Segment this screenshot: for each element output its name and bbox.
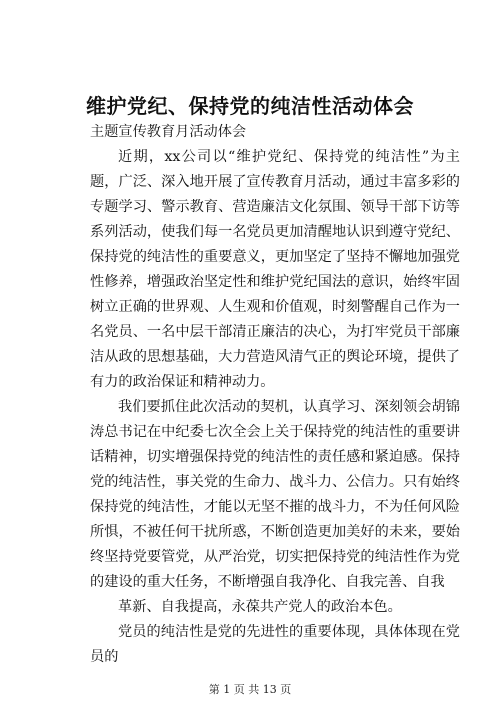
document-title: 维护党纪、保持党的纯洁性活动体会 [86,94,414,118]
paragraph-2: 我们要抓住此次活动的契机，认真学习、深刻领会胡锦涛总书记在中纪委七次全会上关于保持党的纯洁性的重要讲话精神，切实增强保持党的纯洁性的责任感和紧迫感。保持党的纯洁性，事关党的生命力、战斗力、公信力。只有始终保持党的纯洁性，才能以无坚不摧的战斗力，不为任何风险所惧，不被任何干扰所惑，不断创造更加美好的未来，要始终坚持党要管党，从严治党，切实把保持党的纯洁性作为党的建设的重大任务，不断增强自我净化、自我完善、自我 [90,399,460,590]
page-footer: 第 1 页 共 13 页 [208,683,292,696]
document-subtitle: 主题宣传教育月活动体会 [90,124,247,140]
paragraph-3: 革新、自我提高，永葆共产党人的政治本色。 [118,599,402,615]
paragraph-1: 近期，xx公司以“维护党纪、保持党的纯洁性”为主题，广泛、深入地开展了宣传教育月活动，通过丰富多彩的专题学习、警示教育、营造廉洁文化氛围、领导干部下访等系列活动，使我们每一名党员更加清醒地认识到遵守党纪、保持党的纯洁性的重要意义，更加坚定了坚持不懈地加强党性修养，增强政治坚定性和维护党纪国法的意识，始终牢固树立正确的世界观、人生观和价值观，时刻警醒自己作为一名党员、一名中层干部清正廉洁的决心，为打牢党员干部廉洁从政的思想基础，大力营造风清气正的舆论环境，提供了有力的政治保证和精神动力。 [90,149,460,390]
paragraph-4: 党员的纯洁性是党的先进性的重要体现，具体体现在党员的 [90,624,460,665]
document-body [90,120,460,670]
